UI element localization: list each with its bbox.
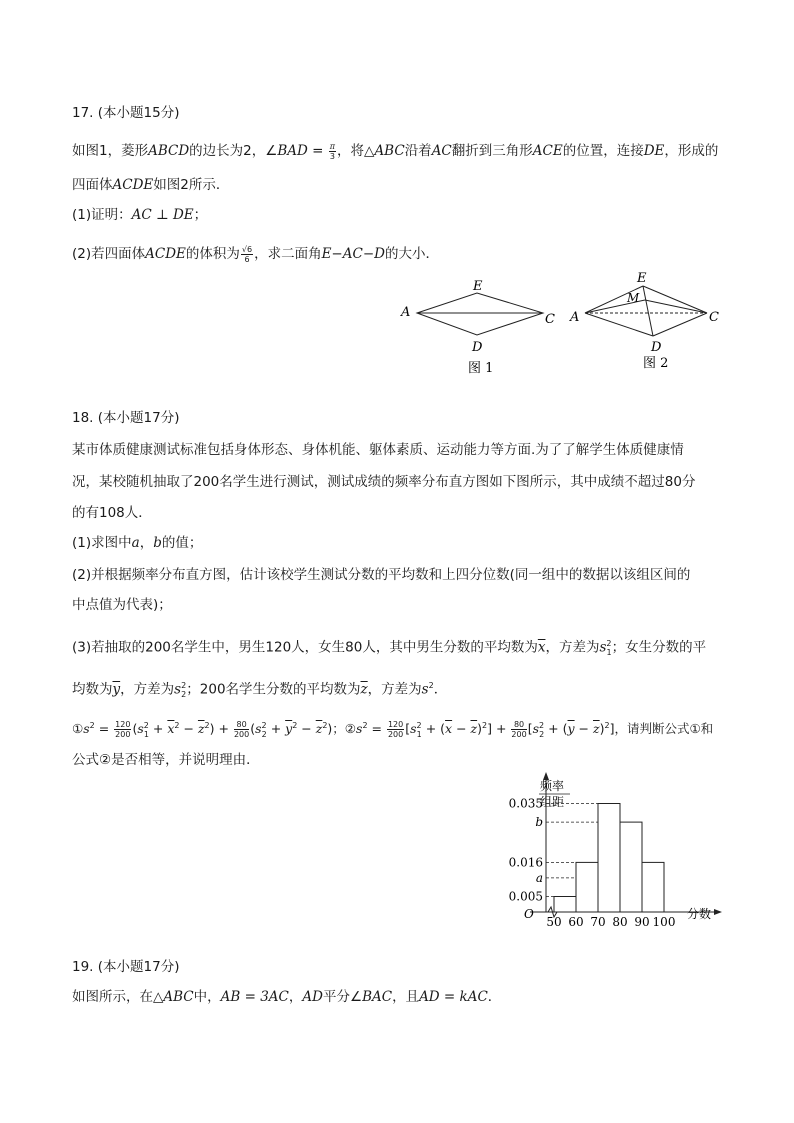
q18-part3-line1: (3)若抽取的200名学生中，男生120人，女生80人，其中男生分数的平均数为$\overline{x}$，方差为$s^2_1$；女生分数的平 bbox=[72, 639, 707, 658]
x-axis-arrow bbox=[714, 909, 722, 915]
histogram-bar-90-100 bbox=[642, 862, 664, 912]
fig1-label-d: D bbox=[472, 340, 483, 355]
ylabel-top: 频率 bbox=[540, 779, 565, 793]
fraction-pi-over-3: $\frac{\pi}{3}$ bbox=[329, 141, 336, 161]
fig1-label-a: A bbox=[401, 305, 411, 320]
histogram-bar-70-80 bbox=[598, 804, 620, 913]
ylabel-bottom: 组距 bbox=[540, 795, 565, 809]
x-tick-label-70: 70 bbox=[590, 915, 606, 929]
origin-label: O bbox=[524, 907, 534, 921]
q19-line1: 如图所示，在△ABC中，AB = 3AC，AD平分∠BAC，且AD = kAC． bbox=[72, 989, 502, 1005]
y-tick-label-1: b bbox=[535, 815, 543, 830]
x-tick-label-80: 80 bbox=[612, 915, 628, 929]
x-tick-label-90: 90 bbox=[634, 915, 650, 929]
q17-line2: 四面体ACDE如图2所示． bbox=[72, 177, 230, 193]
fraction-sqrt6-over-6: $\frac{√6}{6}$ bbox=[241, 244, 253, 264]
q18-header: 18. (本小题17分) bbox=[72, 410, 180, 426]
figure-1-rhombus bbox=[395, 275, 565, 380]
q17-part1: (1)证明：AC ⊥ DE； bbox=[72, 207, 208, 223]
q18-part2-line1: (2)并根据频率分布直方图，估计该校学生测试分数的平均数和上四分位数(同一组中的数据以该组区间的 bbox=[72, 567, 691, 583]
fig2-label-m: M bbox=[627, 291, 640, 305]
q18-part2-line2: 中点值为代表)； bbox=[72, 597, 172, 613]
frequency-histogram bbox=[490, 770, 730, 930]
y-tick-label-3: a bbox=[535, 870, 543, 885]
fig2-label-d: D bbox=[651, 340, 662, 355]
q17-part2: (2)若四面体ACDE的体积为 $\frac{√6}{6}$ ，求二面角E−AC−D的大小． bbox=[72, 244, 439, 264]
fig2-label-c: C bbox=[709, 310, 719, 325]
fig2-caption: 图 2 bbox=[643, 356, 669, 371]
histogram-bar-80-90 bbox=[620, 822, 642, 912]
y-tick-label-0: 0.035 bbox=[508, 796, 543, 811]
q18-formula-line: $①s^2$ = $\frac{120}{200}$ $(s^2_1 + \overline{x}^2 - \overline{z}^2)$ + $\frac{80}{200}$ $(s^2_2 + \overline{y}^2 - \overline{z}^2)$；$②s^2$ = $\frac{120}{200}$ $[s^2_1 + (\overline{x} - \overline{z})^2]$ + $\frac{80}{200}$ $[s^2_2 + (\overline{y} - \overline{z})^2]$，请判断公式①和 bbox=[72, 720, 714, 740]
x-tick-label-100: 100 bbox=[652, 915, 676, 929]
formula-2-mark: ② bbox=[344, 721, 357, 737]
formula-1-mark: ① bbox=[72, 721, 84, 737]
x-tick-label-50: 50 bbox=[546, 915, 562, 929]
q18-line2: 况，某校随机抽取了200名学生进行测试，测试成绩的频率分布直方图如下图所示，其中成绩不超过80分 bbox=[72, 474, 696, 490]
fig2-label-a: A bbox=[570, 310, 580, 325]
xlabel: 分数 bbox=[687, 907, 712, 921]
q17-header: 17. (本小题15分) bbox=[72, 105, 180, 121]
histogram-bar-60-70 bbox=[576, 862, 598, 912]
q18-line3: 的有108人． bbox=[72, 505, 152, 521]
q19-header: 19. (本小题17分) bbox=[72, 959, 180, 975]
figure-2-tetrahedron bbox=[565, 268, 725, 373]
y-tick-label-4: 0.005 bbox=[508, 889, 543, 904]
q18-last-line: 公式②是否相等，并说明理由． bbox=[72, 752, 260, 768]
fig1-caption: 图 1 bbox=[468, 361, 494, 376]
fig1-label-c: C bbox=[545, 312, 555, 327]
q18-part3-line2: 均数为$\overline{y}$，方差为$s^2_2$；200名学生分数的平均数为$\overline{z}$，方差为$s^2$． bbox=[72, 681, 448, 700]
q18-part1: (1)求图中a，b的值； bbox=[72, 535, 203, 551]
fig1-label-e: E bbox=[473, 279, 483, 294]
fig2-label-e: E bbox=[637, 271, 647, 286]
x-tick-label-60: 60 bbox=[568, 915, 584, 929]
q17-line1: 如图1，菱形ABCD的边长为2，∠BAD = $\frac{\pi}{3}$ ，将△ABC沿着AC翻折到三角形ACE的位置，连接DE，形成的 bbox=[72, 141, 719, 161]
q18-line1: 某市体质健康测试标准包括身体形态、身体机能、躯体素质、运动能力等方面.为了了解学生体质健康情 bbox=[72, 442, 684, 458]
histogram-bar-50-60 bbox=[554, 897, 576, 913]
y-tick-label-2: 0.016 bbox=[508, 855, 543, 870]
